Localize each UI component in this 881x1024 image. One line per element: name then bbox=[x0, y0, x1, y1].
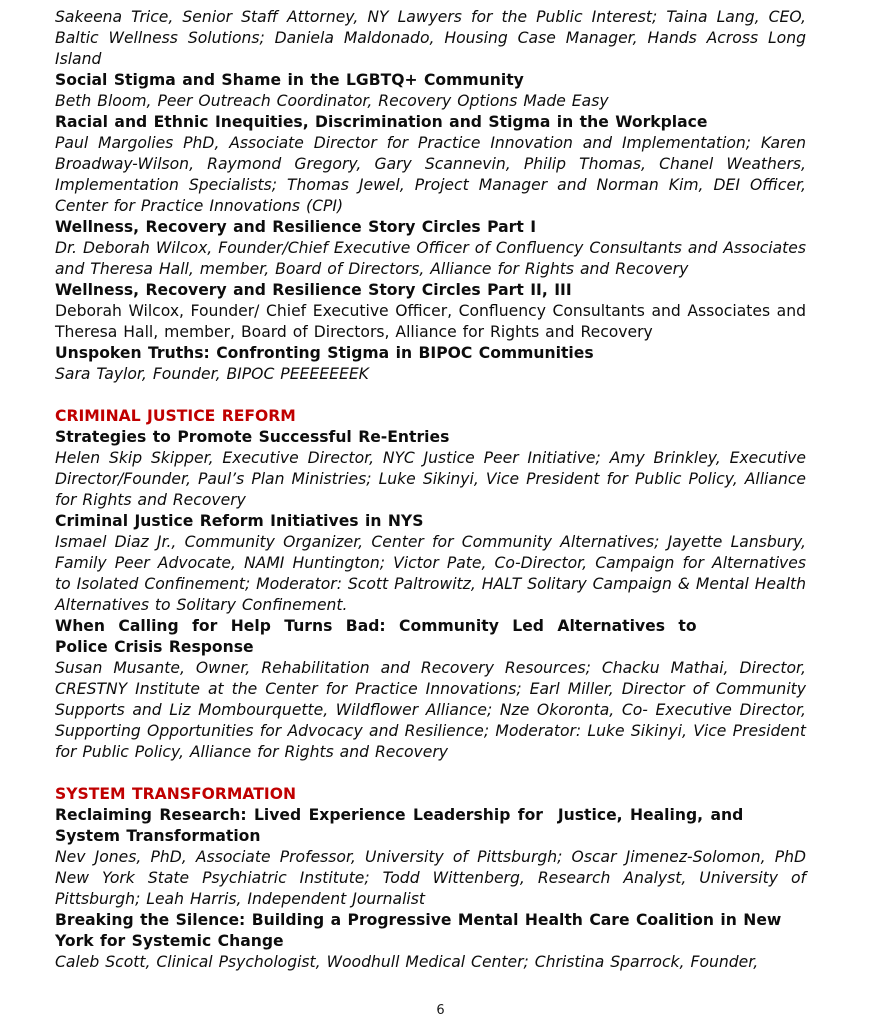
session-title-line: Police Crisis Response bbox=[55, 638, 254, 656]
speaker-list: Beth Bloom, Peer Outreach Coordinator, Recovery Options Made Easy bbox=[55, 92, 609, 110]
speaker-list: Helen Skip Skipper, Executive Director, NYC Justice Peer Initiative; Amy Brinkley, Executive Director/Founder, Paul’s Plan Ministries; Luke Sikinyi, Vice President for Public Policy, Alliance for Rights and Recovery bbox=[55, 449, 806, 509]
session-title-line: Breaking the Silence: Building a Progressive Mental Health Care Coalition in New bbox=[55, 911, 782, 929]
speaker-list: Dr. Deborah Wilcox, Founder/Chief Executive Officer of Confluency Consultants and Associates and Theresa Hall, member, Board of Directors, Alliance for Rights and Recovery bbox=[55, 239, 806, 278]
session-title: Strategies to Promote Successful Re-Entries bbox=[55, 428, 450, 446]
session-title-line: System Transformation bbox=[55, 827, 261, 845]
session-title-line: Reclaiming Research: Lived Experience Leadership for Justice, Healing, and bbox=[55, 806, 744, 824]
speaker-list: Nev Jones, PhD, Associate Professor, University of Pittsburgh; Oscar Jimenez-Solomon, PhD New York State Psychiatric Institute; Todd Wittenberg, Research Analyst, University of Pittsburgh; Leah Harris, Independent Journalist bbox=[55, 848, 806, 908]
speaker-list: Paul Margolies PhD, Associate Director for Practice Innovation and Implementation; Karen Broadway-Wilson, Raymond Gregory, Gary Scannevin, Philip Thomas, Chanel Weathers, Implementation Specialists; Thomas Jewel, Project Manager and Norman Kim, DEI Officer, Center for Practice Innovations (CPI) bbox=[55, 134, 806, 215]
session-title-line: When Calling for Help Turns Bad: Community Led Alternatives to bbox=[55, 617, 697, 635]
speaker-list: Sara Taylor, Founder, BIPOC PEEEEEEEK bbox=[55, 365, 369, 383]
session-title: Wellness, Recovery and Resilience Story Circles Part II, III bbox=[55, 281, 572, 299]
session-title-line: York for Systemic Change bbox=[55, 932, 284, 950]
speaker-list: Sakeena Trice, Senior Staff Attorney, NY Lawyers for the Public Interest; Taina Lang, CEO, Baltic Wellness Solutions; Daniela Maldonado, Housing Case Manager, Hands Across Long Island bbox=[55, 8, 806, 68]
page-number: 6 bbox=[436, 1003, 445, 1018]
session-title: Unspoken Truths: Confronting Stigma in BIPOC Communities bbox=[55, 344, 594, 362]
speaker-list: Caleb Scott, Clinical Psychologist, Woodhull Medical Center; Christina Sparrock, Founder, bbox=[55, 953, 759, 971]
section-heading: CRIMINAL JUSTICE REFORM bbox=[55, 407, 296, 425]
session-title: Social Stigma and Shame in the LGBTQ+ Community bbox=[55, 71, 524, 89]
session-title bbox=[55, 910, 806, 952]
session-title bbox=[55, 616, 806, 658]
speaker-list: Deborah Wilcox, Founder/ Chief Executive Officer, Confluency Consultants and Associates and Theresa Hall, member, Board of Directors, Alliance for Rights and Recovery bbox=[55, 302, 806, 341]
session-title: Criminal Justice Reform Initiatives in NYS bbox=[55, 512, 424, 530]
speaker-list: Susan Musante, Owner, Rehabilitation and Recovery Resources; Chacku Mathai, Director, CRESTNY Institute at the Center for Practice Innovations; Earl Miller, Director of Community Supports and Liz Mombourquette, Wildflower Alliance; Nze Okoronta, Co- Executive Director, Supporting Opportunities for Advocacy and Resilience; Moderator: Luke Sikinyi, Vice President for Public Policy, Alliance for Rights and Recovery bbox=[55, 659, 806, 761]
speaker-list: Ismael Diaz Jr., Community Organizer, Center for Community Alternatives; Jayette Lansbury, Family Peer Advocate, NAMI Huntington; Victor Pate, Co-Director, Campaign for Alternatives to Isolated Confinement; Moderator: Scott Paltrowitz, HALT Solitary Campaign & Mental Health Alternatives to Solitary Confinement. bbox=[55, 533, 807, 614]
session-title: Wellness, Recovery and Resilience Story Circles Part I bbox=[55, 218, 537, 236]
session-title bbox=[55, 805, 806, 847]
content-blocks bbox=[55, 7, 806, 973]
section-heading: SYSTEM TRANSFORMATION bbox=[55, 785, 297, 803]
session-title: Racial and Ethnic Inequities, Discrimination and Stigma in the Workplace bbox=[55, 113, 708, 131]
